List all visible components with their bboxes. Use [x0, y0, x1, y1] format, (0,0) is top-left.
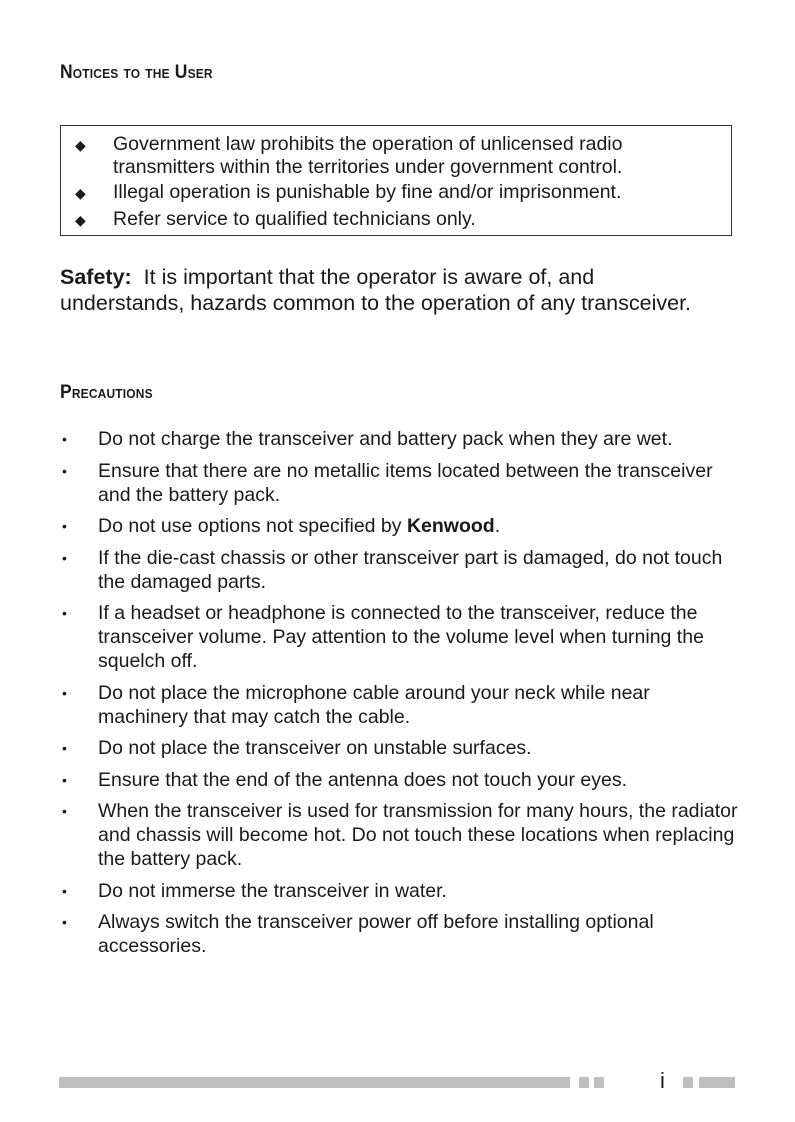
bullet-icon: •: [62, 684, 67, 701]
page-number: i: [660, 1068, 665, 1093]
bullet-icon: •: [62, 882, 67, 899]
bullet-icon: •: [62, 740, 67, 756]
safety-paragraph: [60, 264, 720, 316]
precautions-list: [60, 427, 740, 966]
precaution-text: [98, 515, 500, 537]
list-item: [60, 736, 740, 760]
bullet-icon: •: [62, 771, 67, 788]
list-item: [60, 514, 740, 538]
list-item: [60, 910, 740, 958]
precaution-text: Do not immerse the transceiver in water.: [98, 879, 447, 902]
list-item: [60, 768, 740, 792]
bullet-icon: •: [62, 518, 67, 534]
diamond-bullet-icon: ◆: [75, 137, 86, 153]
footer-block: [579, 1077, 589, 1088]
bullet-icon: •: [62, 431, 67, 447]
list-item: [60, 601, 740, 673]
notice-text-line: transmitters within the territories under government control.: [113, 156, 623, 178]
bullet-icon: •: [62, 549, 67, 566]
diamond-bullet-icon: ◆: [75, 212, 86, 228]
notice-text-line: Government law prohibits the operation of unlicensed radio: [113, 133, 623, 155]
bullet-icon: •: [62, 803, 67, 819]
list-item: [60, 427, 740, 451]
list-item: [60, 681, 740, 729]
precaution-text: When the transceiver is used for transmission for many hours, the radiator and chassis will become hot. Do not touch these locations when replacing the battery pack.: [98, 800, 738, 870]
precaution-text: Do not place the microphone cable around your neck while near machinery that may catch the cable.: [98, 681, 650, 728]
safety-label: Safety:: [60, 265, 132, 289]
notice-text-line: Illegal operation is punishable by fine and/or imprisonment.: [113, 181, 622, 203]
precaution-text: Do not charge the transceiver and battery pack when they are wet.: [98, 428, 673, 450]
notice-text-line: Refer service to qualified technicians only.: [113, 208, 476, 230]
precaution-text-part: Do not use options not specified by: [98, 515, 407, 537]
footer-bar: [699, 1077, 735, 1088]
bullet-icon: •: [62, 914, 67, 930]
footer-block: [594, 1077, 604, 1088]
precaution-text: Always switch the transceiver power off before installing optional accessories.: [98, 911, 654, 957]
list-item: [60, 879, 740, 903]
precaution-text: Ensure that the end of the antenna does not touch your eyes.: [98, 768, 628, 791]
precaution-text: Do not place the transceiver on unstable surfaces.: [98, 737, 532, 759]
precaution-text: If a headset or headphone is connected to the transceiver, reduce the transceiver volume. Pay attention to the volume level when turning the squelch off.: [98, 602, 704, 672]
list-item: [60, 799, 740, 871]
list-item: [60, 546, 740, 594]
notice-box: [60, 125, 732, 236]
bullet-icon: •: [62, 462, 67, 479]
precaution-text: If the die-cast chassis or other transceiver part is damaged, do not touch the damaged parts.: [98, 546, 723, 593]
notices-title: Notices to the User: [60, 62, 213, 83]
precautions-title: Precautions: [60, 382, 153, 403]
footer-block: [683, 1077, 693, 1088]
precaution-text-part: .: [494, 515, 501, 537]
diamond-bullet-icon: ◆: [75, 185, 86, 201]
bullet-icon: •: [62, 605, 67, 621]
list-item: [60, 459, 740, 507]
footer-bar: [59, 1077, 570, 1088]
brand-name: Kenwood: [406, 515, 495, 537]
precaution-text: Ensure that there are no metallic items located between the transceiver and the battery pack.: [98, 459, 713, 506]
safety-text: It is important that the operator is aware of, and understands, hazards common to the operation of any transceiver.: [60, 265, 692, 315]
